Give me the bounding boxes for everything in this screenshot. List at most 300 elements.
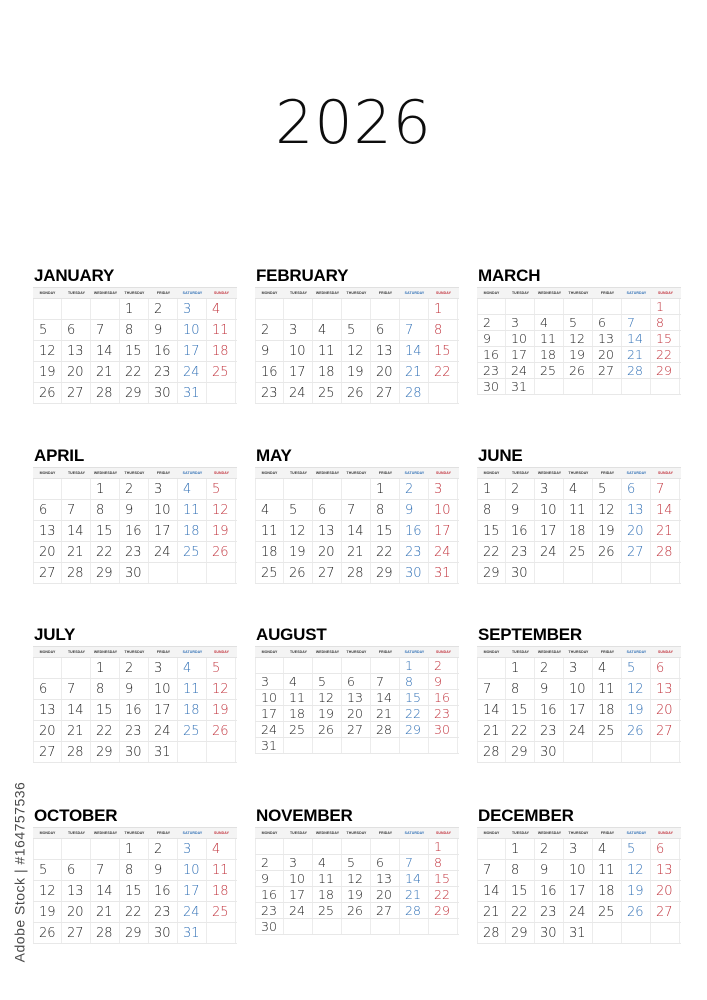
day-cell: 16 <box>149 881 178 901</box>
month-grid <box>33 827 237 944</box>
week-row <box>33 320 237 341</box>
month-grid <box>255 646 459 754</box>
empty-cell <box>477 299 506 314</box>
day-cell: 25 <box>564 542 593 562</box>
weekday-label: SATURDAY <box>404 471 425 475</box>
day-cell: 12 <box>593 500 622 520</box>
day-cell: 25 <box>178 542 207 562</box>
week-row <box>255 362 459 383</box>
day-cell: 6 <box>342 674 371 689</box>
day-cell: 8 <box>651 315 680 330</box>
day-cell: 31 <box>149 742 178 762</box>
empty-cell <box>506 299 535 314</box>
weekday-label: SUNDAY <box>435 471 452 475</box>
weekday-label: MONDAY <box>39 291 56 295</box>
day-cell: 18 <box>207 341 236 361</box>
day-cell: 27 <box>651 902 680 922</box>
weekday-label: SUNDAY <box>657 291 674 295</box>
day-cell: 16 <box>149 341 178 361</box>
weekday-label: THURSDAY <box>346 471 367 475</box>
day-cell: 24 <box>564 902 593 922</box>
day-cell: 30 <box>477 379 506 394</box>
week-row <box>33 383 237 404</box>
day-cell: 16 <box>120 521 149 541</box>
day-cell: 17 <box>564 881 593 901</box>
empty-cell <box>371 299 400 319</box>
week-row <box>255 690 459 706</box>
day-cell: 27 <box>622 542 651 562</box>
day-cell: 3 <box>178 299 207 319</box>
day-cell: 5 <box>622 839 651 859</box>
weekday-label: FRIDAY <box>378 471 393 475</box>
day-cell: 20 <box>651 881 680 901</box>
day-cell: 8 <box>91 500 120 520</box>
weekday-label: MONDAY <box>261 291 278 295</box>
day-cell: 24 <box>284 383 313 403</box>
day-cell: 7 <box>62 500 91 520</box>
day-cell: 5 <box>33 320 62 340</box>
day-cell: 6 <box>651 839 680 859</box>
week-row <box>33 479 237 500</box>
weekday-label: SATURDAY <box>626 831 647 835</box>
day-cell: 11 <box>593 860 622 880</box>
day-cell: 2 <box>535 658 564 678</box>
day-cell: 30 <box>400 563 429 583</box>
day-cell: 22 <box>400 706 429 721</box>
day-cell: 7 <box>342 500 371 520</box>
day-cell: 18 <box>284 706 313 721</box>
day-cell: 17 <box>506 347 535 362</box>
day-cell: 31 <box>506 379 535 394</box>
day-cell: 22 <box>651 347 680 362</box>
day-cell: 7 <box>622 315 651 330</box>
weekday-label: FRIDAY <box>600 471 615 475</box>
week-row <box>255 674 459 690</box>
week-row <box>33 742 237 763</box>
weekday-label: TUESDAY <box>511 471 530 475</box>
day-cell: 11 <box>313 341 342 361</box>
day-cell: 26 <box>313 722 342 737</box>
day-cell: 2 <box>255 855 284 870</box>
day-cell: 25 <box>255 563 284 583</box>
day-cell: 23 <box>535 902 564 922</box>
month-may <box>255 445 459 584</box>
empty-cell <box>622 742 651 762</box>
day-cell: 7 <box>400 320 429 340</box>
weekday-label: FRIDAY <box>378 831 393 835</box>
empty-cell <box>564 742 593 762</box>
week-row <box>477 839 681 860</box>
month-grid <box>255 287 459 404</box>
day-cell: 3 <box>178 839 207 859</box>
empty-cell <box>62 839 91 859</box>
weekday-label: WEDNESDAY <box>537 291 562 295</box>
empty-cell <box>33 658 62 678</box>
weekday-header <box>33 647 237 658</box>
day-cell: 31 <box>255 738 284 753</box>
day-cell: 10 <box>178 860 207 880</box>
day-cell: 16 <box>429 690 458 705</box>
day-cell: 4 <box>593 839 622 859</box>
day-cell: 22 <box>91 721 120 741</box>
day-cell: 3 <box>149 479 178 499</box>
day-cell: 9 <box>506 500 535 520</box>
weekday-label: SATURDAY <box>626 291 647 295</box>
day-cell: 16 <box>506 521 535 541</box>
day-cell: 21 <box>400 362 429 382</box>
day-cell: 7 <box>371 674 400 689</box>
weekday-label: MONDAY <box>261 831 278 835</box>
day-cell: 30 <box>535 742 564 762</box>
day-cell: 14 <box>91 881 120 901</box>
week-row <box>477 902 681 923</box>
day-cell: 6 <box>62 320 91 340</box>
week-row <box>33 721 237 742</box>
week-row <box>255 839 459 855</box>
day-cell: 24 <box>506 363 535 378</box>
day-cell: 6 <box>371 320 400 340</box>
weekday-label: THURSDAY <box>124 291 145 295</box>
week-row <box>255 299 459 320</box>
day-cell: 14 <box>371 690 400 705</box>
weekday-label: FRIDAY <box>600 650 615 654</box>
day-cell: 26 <box>564 363 593 378</box>
day-cell: 27 <box>62 923 91 943</box>
day-cell: 11 <box>178 679 207 699</box>
weekday-label: WEDNESDAY <box>537 650 562 654</box>
day-cell: 5 <box>593 479 622 499</box>
empty-cell <box>622 923 651 943</box>
day-cell: 7 <box>91 320 120 340</box>
day-cell: 12 <box>342 341 371 361</box>
day-cell: 5 <box>342 855 371 870</box>
day-cell: 14 <box>62 700 91 720</box>
day-cell: 18 <box>255 542 284 562</box>
day-cell: 14 <box>400 341 429 361</box>
day-cell: 28 <box>622 363 651 378</box>
day-cell: 6 <box>593 315 622 330</box>
weekday-label: TUESDAY <box>511 291 530 295</box>
empty-cell <box>313 839 342 854</box>
empty-cell <box>207 383 236 403</box>
day-cell: 25 <box>207 362 236 382</box>
day-cell: 29 <box>651 363 680 378</box>
week-row <box>255 341 459 362</box>
month-name: JANUARY <box>34 266 115 285</box>
weekday-header <box>477 468 681 479</box>
empty-cell <box>62 658 91 678</box>
empty-cell <box>651 563 680 583</box>
day-cell: 13 <box>593 331 622 346</box>
weekday-label: MONDAY <box>483 650 500 654</box>
weekday-label: TUESDAY <box>511 650 530 654</box>
day-cell: 28 <box>62 563 91 583</box>
day-cell: 30 <box>506 563 535 583</box>
day-cell: 17 <box>178 341 207 361</box>
day-cell: 21 <box>91 362 120 382</box>
week-row <box>255 320 459 341</box>
day-cell: 14 <box>91 341 120 361</box>
day-cell: 28 <box>371 722 400 737</box>
day-cell: 9 <box>255 341 284 361</box>
month-grid <box>255 827 459 935</box>
month-name: MAY <box>256 446 292 465</box>
month-july <box>33 624 237 763</box>
watermark <box>8 758 30 988</box>
day-cell: 21 <box>62 542 91 562</box>
day-cell: 17 <box>284 362 313 382</box>
week-row <box>255 903 459 919</box>
week-row <box>33 563 237 584</box>
weekday-label: THURSDAY <box>124 831 145 835</box>
day-cell: 14 <box>400 871 429 886</box>
empty-cell <box>207 563 236 583</box>
day-cell: 24 <box>255 722 284 737</box>
day-cell: 7 <box>651 479 680 499</box>
empty-cell <box>400 299 429 319</box>
week-row <box>477 331 681 347</box>
day-cell: 27 <box>342 722 371 737</box>
day-cell: 1 <box>429 299 458 319</box>
empty-cell <box>149 563 178 583</box>
month-january <box>33 265 237 404</box>
day-cell: 26 <box>622 721 651 741</box>
day-cell: 5 <box>342 320 371 340</box>
day-cell: 19 <box>622 881 651 901</box>
watermark-text: Adobe Stock | #164757536 <box>11 781 28 963</box>
empty-cell <box>91 299 120 319</box>
day-cell: 23 <box>477 363 506 378</box>
day-cell: 18 <box>313 887 342 902</box>
day-cell: 4 <box>313 855 342 870</box>
weekday-label: FRIDAY <box>600 831 615 835</box>
week-row <box>33 299 237 320</box>
empty-cell <box>255 839 284 854</box>
day-cell: 28 <box>400 903 429 918</box>
day-cell: 11 <box>255 521 284 541</box>
day-cell: 18 <box>178 521 207 541</box>
empty-cell <box>593 563 622 583</box>
weekday-label: FRIDAY <box>378 291 393 295</box>
week-row <box>33 839 237 860</box>
week-row <box>33 658 237 679</box>
day-cell: 8 <box>400 674 429 689</box>
day-cell: 21 <box>477 721 506 741</box>
week-row <box>255 658 459 674</box>
week-row <box>477 521 681 542</box>
day-cell: 10 <box>564 679 593 699</box>
day-cell: 6 <box>651 658 680 678</box>
day-cell: 29 <box>91 563 120 583</box>
week-row <box>33 542 237 563</box>
day-cell: 31 <box>178 383 207 403</box>
day-cell: 21 <box>477 902 506 922</box>
day-cell: 2 <box>400 479 429 499</box>
day-cell: 3 <box>284 855 313 870</box>
week-row <box>477 881 681 902</box>
empty-cell <box>342 658 371 673</box>
day-cell: 23 <box>429 706 458 721</box>
day-cell: 4 <box>207 839 236 859</box>
day-cell: 29 <box>506 742 535 762</box>
weekday-label: MONDAY <box>261 650 278 654</box>
weekday-header <box>477 828 681 839</box>
day-cell: 24 <box>178 362 207 382</box>
day-cell: 20 <box>593 347 622 362</box>
day-cell: 2 <box>506 479 535 499</box>
month-grid <box>477 827 681 944</box>
day-cell: 24 <box>178 902 207 922</box>
day-cell: 10 <box>255 690 284 705</box>
day-cell: 15 <box>91 521 120 541</box>
weekday-label: TUESDAY <box>289 291 308 295</box>
day-cell: 15 <box>651 331 680 346</box>
day-cell: 8 <box>477 500 506 520</box>
empty-cell <box>593 299 622 314</box>
day-cell: 14 <box>342 521 371 541</box>
weekday-label: THURSDAY <box>568 471 589 475</box>
day-cell: 19 <box>313 706 342 721</box>
day-cell: 27 <box>593 363 622 378</box>
day-cell: 13 <box>622 500 651 520</box>
weekday-label: WEDNESDAY <box>93 471 118 475</box>
week-row <box>255 500 459 521</box>
day-cell: 22 <box>120 902 149 922</box>
day-cell: 26 <box>342 383 371 403</box>
day-cell: 23 <box>120 542 149 562</box>
weekday-header <box>33 468 237 479</box>
empty-cell <box>400 919 429 934</box>
day-cell: 22 <box>91 542 120 562</box>
day-cell: 19 <box>564 347 593 362</box>
day-cell: 25 <box>593 721 622 741</box>
month-august <box>255 624 459 754</box>
day-cell: 24 <box>535 542 564 562</box>
day-cell: 26 <box>33 923 62 943</box>
month-grid <box>33 646 237 763</box>
day-cell: 4 <box>593 658 622 678</box>
week-row <box>255 521 459 542</box>
day-cell: 12 <box>622 679 651 699</box>
weekday-label: MONDAY <box>483 831 500 835</box>
day-cell: 9 <box>429 674 458 689</box>
day-cell: 11 <box>535 331 564 346</box>
day-cell: 15 <box>400 690 429 705</box>
day-cell: 6 <box>62 860 91 880</box>
day-cell: 26 <box>284 563 313 583</box>
week-row <box>255 871 459 887</box>
day-cell: 15 <box>477 521 506 541</box>
empty-cell <box>255 479 284 499</box>
day-cell: 5 <box>313 674 342 689</box>
day-cell: 21 <box>651 521 680 541</box>
day-cell: 12 <box>564 331 593 346</box>
empty-cell <box>651 742 680 762</box>
month-name: DECEMBER <box>478 806 574 825</box>
day-cell: 22 <box>477 542 506 562</box>
month-september <box>477 624 681 763</box>
day-cell: 9 <box>535 679 564 699</box>
day-cell: 26 <box>593 542 622 562</box>
month-grid <box>33 287 237 404</box>
day-cell: 22 <box>120 362 149 382</box>
empty-cell <box>622 299 651 314</box>
weekday-label: SUNDAY <box>213 291 230 295</box>
weekday-header <box>33 288 237 299</box>
day-cell: 12 <box>33 341 62 361</box>
day-cell: 12 <box>622 860 651 880</box>
day-cell: 4 <box>535 315 564 330</box>
day-cell: 29 <box>429 903 458 918</box>
week-row <box>477 542 681 563</box>
weekday-label: MONDAY <box>483 471 500 475</box>
day-cell: 13 <box>651 860 680 880</box>
empty-cell <box>371 738 400 753</box>
weekday-label: SATURDAY <box>404 291 425 295</box>
day-cell: 22 <box>371 542 400 562</box>
week-row <box>255 722 459 738</box>
day-cell: 17 <box>149 521 178 541</box>
day-cell: 30 <box>149 923 178 943</box>
weekday-label: SATURDAY <box>182 471 203 475</box>
day-cell: 9 <box>120 679 149 699</box>
day-cell: 13 <box>342 690 371 705</box>
day-cell: 9 <box>120 500 149 520</box>
day-cell: 1 <box>91 658 120 678</box>
empty-cell <box>535 379 564 394</box>
week-row <box>33 362 237 383</box>
empty-cell <box>593 379 622 394</box>
day-cell: 18 <box>535 347 564 362</box>
day-cell: 4 <box>255 500 284 520</box>
weekday-header <box>255 828 459 839</box>
day-cell: 28 <box>477 923 506 943</box>
day-cell: 17 <box>535 521 564 541</box>
month-grid <box>33 467 237 584</box>
weekday-label: TUESDAY <box>67 291 86 295</box>
day-cell: 13 <box>313 521 342 541</box>
week-row <box>477 479 681 500</box>
day-cell: 23 <box>149 362 178 382</box>
day-cell: 20 <box>651 700 680 720</box>
empty-cell <box>33 479 62 499</box>
weekday-label: SATURDAY <box>182 831 203 835</box>
day-cell: 13 <box>371 341 400 361</box>
day-cell: 26 <box>207 542 236 562</box>
day-cell: 14 <box>622 331 651 346</box>
day-cell: 9 <box>477 331 506 346</box>
day-cell: 8 <box>506 679 535 699</box>
day-cell: 19 <box>284 542 313 562</box>
day-cell: 6 <box>313 500 342 520</box>
week-row <box>477 315 681 331</box>
empty-cell <box>207 923 236 943</box>
day-cell: 7 <box>400 855 429 870</box>
day-cell: 10 <box>284 871 313 886</box>
day-cell: 30 <box>255 919 284 934</box>
day-cell: 10 <box>178 320 207 340</box>
day-cell: 11 <box>284 690 313 705</box>
week-row <box>33 902 237 923</box>
empty-cell <box>371 919 400 934</box>
week-row <box>255 706 459 722</box>
week-row <box>477 500 681 521</box>
day-cell: 25 <box>207 902 236 922</box>
day-cell: 4 <box>313 320 342 340</box>
day-cell: 1 <box>506 658 535 678</box>
weekday-label: SUNDAY <box>435 650 452 654</box>
day-cell: 3 <box>149 658 178 678</box>
